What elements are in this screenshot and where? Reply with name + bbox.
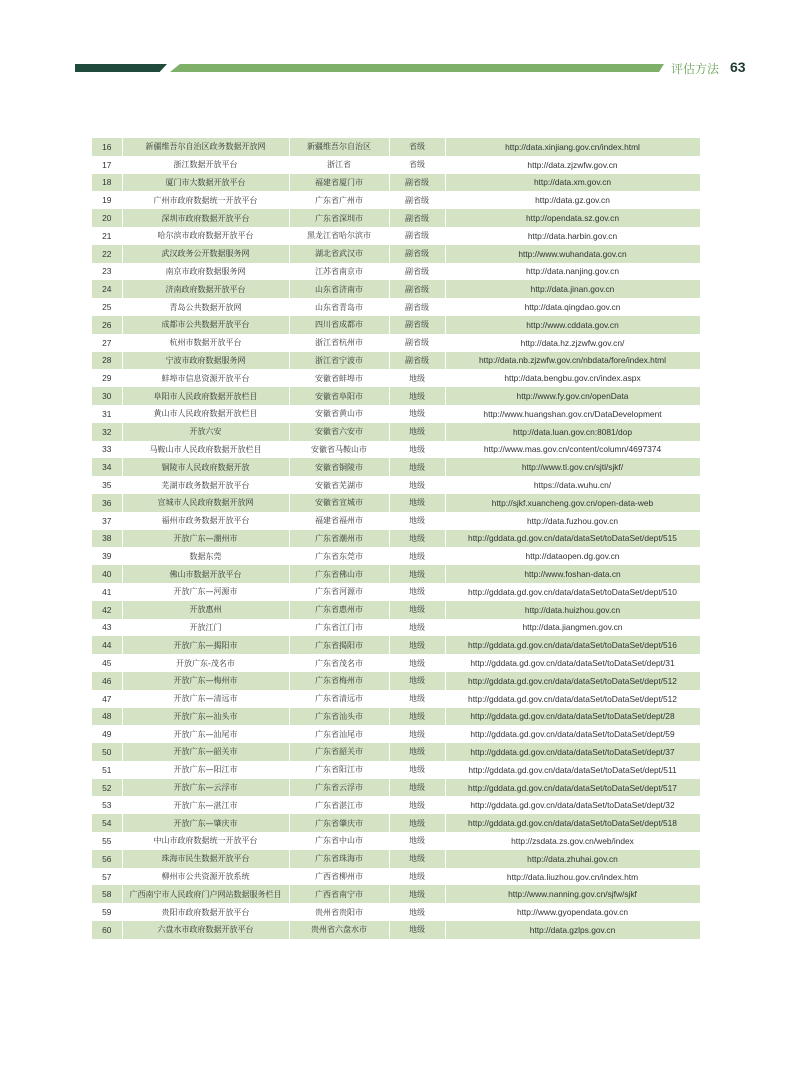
platform-name: 开放广东—汕尾市: [122, 725, 289, 743]
platform-url: http://www.huangshan.gov.cn/DataDevelopment: [445, 405, 700, 423]
row-number: 31: [92, 405, 122, 423]
table-row: [92, 316, 700, 334]
table-row: [92, 796, 700, 814]
region: 浙江省杭州市: [289, 334, 389, 352]
platform-url: http://gddata.gd.gov.cn/data/dataSet/toDataSet/dept/515: [445, 530, 700, 548]
platform-url: http://www.cddata.gov.cn: [445, 316, 700, 334]
admin-level: 地级: [389, 369, 445, 387]
admin-level: 副省级: [389, 298, 445, 316]
region: 新疆维吾尔自治区: [289, 138, 389, 156]
region: 安徽省宣城市: [289, 494, 389, 512]
admin-level: 地级: [389, 601, 445, 619]
table-row: [92, 583, 700, 601]
admin-level: 地级: [389, 690, 445, 708]
region: 广西省南宁市: [289, 885, 389, 903]
row-number: 58: [92, 885, 122, 903]
platform-url: http://gddata.gd.gov.cn/data/dataSet/toDataSet/dept/512: [445, 690, 700, 708]
region: 广东省韶关市: [289, 743, 389, 761]
table-row: [92, 850, 700, 868]
table-row: [92, 334, 700, 352]
row-number: 35: [92, 476, 122, 494]
region: 山东省青岛市: [289, 298, 389, 316]
platform-name: 开放广东-茂名市: [122, 654, 289, 672]
platform-name: 铜陵市人民政府数据开放: [122, 458, 289, 476]
platform-name: 杭州市数据开放平台: [122, 334, 289, 352]
region: 安徽省六安市: [289, 423, 389, 441]
row-number: 48: [92, 708, 122, 726]
table-row: [92, 441, 700, 459]
region: 湖北省武汉市: [289, 245, 389, 263]
admin-level: 地级: [389, 725, 445, 743]
header-bar-green: [170, 64, 664, 72]
region: 广西省柳州市: [289, 868, 389, 886]
platform-url: http://data.jinan.gov.cn: [445, 280, 700, 298]
platform-url: http://gddata.gd.gov.cn/data/dataSet/toDataSet/dept/511: [445, 761, 700, 779]
row-number: 24: [92, 280, 122, 298]
admin-level: 地级: [389, 743, 445, 761]
row-number: 21: [92, 227, 122, 245]
platform-name: 深圳市政府数据开放平台: [122, 209, 289, 227]
region: 广东省东莞市: [289, 547, 389, 565]
platform-name: 贵阳市政府数据开放平台: [122, 903, 289, 921]
platform-name: 开放广东—汕头市: [122, 708, 289, 726]
platform-name: 青岛公共数据开放网: [122, 298, 289, 316]
admin-level: 副省级: [389, 263, 445, 281]
region: 广东省肇庆市: [289, 814, 389, 832]
region: 安徽省蚌埠市: [289, 369, 389, 387]
platform-url: http://data.zhuhai.gov.cn: [445, 850, 700, 868]
table-row: [92, 619, 700, 637]
row-number: 53: [92, 796, 122, 814]
region: 浙江省宁波市: [289, 352, 389, 370]
region: 贵州省六盘水市: [289, 921, 389, 939]
table-row: [92, 530, 700, 548]
table-row: [92, 654, 700, 672]
row-number: 19: [92, 191, 122, 209]
table-row: [92, 672, 700, 690]
admin-level: 副省级: [389, 174, 445, 192]
table-row: [92, 227, 700, 245]
row-number: 52: [92, 779, 122, 797]
admin-level: 地级: [389, 850, 445, 868]
row-number: 56: [92, 850, 122, 868]
admin-level: 地级: [389, 708, 445, 726]
platform-name: 成都市公共数据开放平台: [122, 316, 289, 334]
platform-url: http://data.fuzhou.gov.cn: [445, 512, 700, 530]
platform-url: http://data.nanjing.gov.cn: [445, 263, 700, 281]
platform-url: http://data.jiangmen.gov.cn: [445, 619, 700, 637]
table-row: [92, 636, 700, 654]
table-row: [92, 725, 700, 743]
admin-level: 地级: [389, 779, 445, 797]
row-number: 60: [92, 921, 122, 939]
platform-name: 六盘水市政府数据开放平台: [122, 921, 289, 939]
region: 广东省惠州市: [289, 601, 389, 619]
admin-level: 地级: [389, 654, 445, 672]
platform-url: http://opendata.sz.gov.cn: [445, 209, 700, 227]
admin-level: 地级: [389, 672, 445, 690]
platform-url: http://data.xm.gov.cn: [445, 174, 700, 192]
platform-url: http://zsdata.zs.gov.cn/web/index: [445, 832, 700, 850]
admin-level: 地级: [389, 761, 445, 779]
admin-level: 省级: [389, 156, 445, 174]
region: 广东省江门市: [289, 619, 389, 637]
admin-level: 副省级: [389, 209, 445, 227]
platform-url: http://gddata.gd.gov.cn/data/dataSet/toDataSet/dept/512: [445, 672, 700, 690]
table-row: [92, 547, 700, 565]
row-number: 18: [92, 174, 122, 192]
platform-name: 武汉政务公开数据服务网: [122, 245, 289, 263]
region: 广东省珠海市: [289, 850, 389, 868]
platform-url: http://data.hz.zjzwfw.gov.cn/: [445, 334, 700, 352]
row-number: 54: [92, 814, 122, 832]
platform-name: 宁波市政府数据服务网: [122, 352, 289, 370]
table-row: [92, 814, 700, 832]
admin-level: 地级: [389, 796, 445, 814]
row-number: 51: [92, 761, 122, 779]
table-body: [92, 138, 700, 939]
admin-level: 副省级: [389, 191, 445, 209]
row-number: 55: [92, 832, 122, 850]
admin-level: 地级: [389, 512, 445, 530]
admin-level: 地级: [389, 583, 445, 601]
admin-level: 副省级: [389, 316, 445, 334]
region: 江苏省南京市: [289, 263, 389, 281]
platform-url: http://gddata.gd.gov.cn/data/dataSet/toDataSet/dept/31: [445, 654, 700, 672]
platform-name: 马鞍山市人民政府数据开放栏目: [122, 441, 289, 459]
table-row: [92, 387, 700, 405]
table-row: [92, 779, 700, 797]
platform-name: 哈尔滨市政府数据开放平台: [122, 227, 289, 245]
admin-level: 地级: [389, 868, 445, 886]
table-row: [92, 832, 700, 850]
platform-name: 广州市政府数据统一开放平台: [122, 191, 289, 209]
platform-url: http://gddata.gd.gov.cn/data/dataSet/toDataSet/dept/59: [445, 725, 700, 743]
platform-url: http://dataopen.dg.gov.cn: [445, 547, 700, 565]
platform-name: 佛山市数据开放平台: [122, 565, 289, 583]
platform-url: http://gddata.gd.gov.cn/data/dataSet/toDataSet/dept/37: [445, 743, 700, 761]
region: 山东省济南市: [289, 280, 389, 298]
platform-name: 济南政府数据开放平台: [122, 280, 289, 298]
platform-name: 开放广东—云浮市: [122, 779, 289, 797]
platform-name: 厦门市大数据开放平台: [122, 174, 289, 192]
region: 广东省湛江市: [289, 796, 389, 814]
admin-level: 副省级: [389, 227, 445, 245]
row-number: 47: [92, 690, 122, 708]
table-row: [92, 476, 700, 494]
table-row: [92, 138, 700, 156]
admin-level: 地级: [389, 903, 445, 921]
platform-url: http://data.bengbu.gov.cn/index.aspx: [445, 369, 700, 387]
platform-url: http://www.mas.gov.cn/content/column/4697374: [445, 441, 700, 459]
row-number: 25: [92, 298, 122, 316]
row-number: 27: [92, 334, 122, 352]
region: 福建省福州市: [289, 512, 389, 530]
row-number: 23: [92, 263, 122, 281]
platform-url: http://data.nb.zjzwfw.gov.cn/nbdata/fore/index.html: [445, 352, 700, 370]
admin-level: 地级: [389, 530, 445, 548]
table-row: [92, 565, 700, 583]
row-number: 50: [92, 743, 122, 761]
table-row: [92, 761, 700, 779]
region: 广东省汕头市: [289, 708, 389, 726]
table-row: [92, 458, 700, 476]
row-number: 41: [92, 583, 122, 601]
region: 安徽省马鞍山市: [289, 441, 389, 459]
platform-url: http://data.huizhou.gov.cn: [445, 601, 700, 619]
admin-level: 地级: [389, 423, 445, 441]
admin-level: 地级: [389, 547, 445, 565]
row-number: 59: [92, 903, 122, 921]
table-row: [92, 512, 700, 530]
platform-name: 开放广东—肇庆市: [122, 814, 289, 832]
platform-name: 珠海市民生数据开放平台: [122, 850, 289, 868]
region: 四川省成都市: [289, 316, 389, 334]
platform-name: 开放广东—梅州市: [122, 672, 289, 690]
region: 黑龙江省哈尔滨市: [289, 227, 389, 245]
platform-name: 开放广东—韶关市: [122, 743, 289, 761]
platform-name: 浙江数据开放平台: [122, 156, 289, 174]
row-number: 30: [92, 387, 122, 405]
region: 广东省汕尾市: [289, 725, 389, 743]
region: 广东省河源市: [289, 583, 389, 601]
platform-url: http://gddata.gd.gov.cn/data/dataSet/toDataSet/dept/510: [445, 583, 700, 601]
platform-name: 开放广东—河源市: [122, 583, 289, 601]
admin-level: 地级: [389, 494, 445, 512]
region: 浙江省: [289, 156, 389, 174]
admin-level: 地级: [389, 619, 445, 637]
platform-url: http://data.gzlps.gov.cn: [445, 921, 700, 939]
platform-name: 开放六安: [122, 423, 289, 441]
platform-url: http://data.qingdao.gov.cn: [445, 298, 700, 316]
table-row: [92, 868, 700, 886]
page-number: 63: [730, 59, 746, 75]
platform-name: 福州市政务数据开放平台: [122, 512, 289, 530]
table-row: [92, 885, 700, 903]
row-number: 46: [92, 672, 122, 690]
platform-name: 开放广东—湛江市: [122, 796, 289, 814]
platform-url: http://www.foshan-data.cn: [445, 565, 700, 583]
table-row: [92, 263, 700, 281]
region: 广东省深圳市: [289, 209, 389, 227]
region: 广东省佛山市: [289, 565, 389, 583]
platform-name: 中山市政府数据统一开放平台: [122, 832, 289, 850]
admin-level: 地级: [389, 814, 445, 832]
row-number: 34: [92, 458, 122, 476]
platform-name: 开放广东—阳江市: [122, 761, 289, 779]
row-number: 39: [92, 547, 122, 565]
platform-url: http://gddata.gd.gov.cn/data/dataSet/toDataSet/dept/518: [445, 814, 700, 832]
platform-name: 广西南宁市人民政府门户网站数据服务栏目: [122, 885, 289, 903]
region: 广东省潮州市: [289, 530, 389, 548]
platform-table: [92, 138, 701, 939]
platform-url: http://www.fy.gov.cn/openData: [445, 387, 700, 405]
table-row: [92, 209, 700, 227]
platform-url: http://data.liuzhou.gov.cn/index.htm: [445, 868, 700, 886]
region: 广东省云浮市: [289, 779, 389, 797]
platform-name: 宣城市人民政府数据开放网: [122, 494, 289, 512]
admin-level: 地级: [389, 921, 445, 939]
region: 贵州省贵阳市: [289, 903, 389, 921]
admin-level: 副省级: [389, 334, 445, 352]
row-number: 36: [92, 494, 122, 512]
table-row: [92, 369, 700, 387]
admin-level: 地级: [389, 405, 445, 423]
table-row: [92, 156, 700, 174]
admin-level: 地级: [389, 636, 445, 654]
platform-url: http://sjkf.xuancheng.gov.cn/open-data-web: [445, 494, 700, 512]
admin-level: 副省级: [389, 280, 445, 298]
row-number: 28: [92, 352, 122, 370]
platform-url: http://gddata.gd.gov.cn/data/dataSet/toDataSet/dept/517: [445, 779, 700, 797]
platform-url: http://data.luan.gov.cn:8081/dop: [445, 423, 700, 441]
region: 广东省中山市: [289, 832, 389, 850]
row-number: 45: [92, 654, 122, 672]
table-row: [92, 280, 700, 298]
region: 安徽省铜陵市: [289, 458, 389, 476]
platform-name: 南京市政府数据服务网: [122, 263, 289, 281]
table-row: [92, 174, 700, 192]
platform-url: http://www.gyopendata.gov.cn: [445, 903, 700, 921]
platform-name: 数据东莞: [122, 547, 289, 565]
platform-url: http://data.xinjiang.gov.cn/index.html: [445, 138, 700, 156]
row-number: 22: [92, 245, 122, 263]
platform-name: 开放惠州: [122, 601, 289, 619]
platform-name: 新疆维吾尔自治区政务数据开放网: [122, 138, 289, 156]
admin-level: 地级: [389, 387, 445, 405]
region: 广东省揭阳市: [289, 636, 389, 654]
platform-name: 阜阳市人民政府数据开放栏目: [122, 387, 289, 405]
admin-level: 地级: [389, 832, 445, 850]
platform-url: https://data.wuhu.cn/: [445, 476, 700, 494]
row-number: 20: [92, 209, 122, 227]
platform-url: http://www.wuhandata.gov.cn: [445, 245, 700, 263]
platform-url: http://data.harbin.gov.cn: [445, 227, 700, 245]
row-number: 44: [92, 636, 122, 654]
row-number: 42: [92, 601, 122, 619]
platform-url: http://gddata.gd.gov.cn/data/dataSet/toDataSet/dept/32: [445, 796, 700, 814]
row-number: 29: [92, 369, 122, 387]
section-title: 评估方法: [671, 62, 720, 76]
table-row: [92, 423, 700, 441]
admin-level: 地级: [389, 441, 445, 459]
platform-name: 芜湖市政务数据开放平台: [122, 476, 289, 494]
platform-name: 蚌埠市信息资源开放平台: [122, 369, 289, 387]
admin-level: 地级: [389, 458, 445, 476]
table-row: [92, 921, 700, 939]
admin-level: 地级: [389, 885, 445, 903]
row-number: 33: [92, 441, 122, 459]
region: 安徽省阜阳市: [289, 387, 389, 405]
row-number: 16: [92, 138, 122, 156]
platform-name: 开放广东—潮州市: [122, 530, 289, 548]
table-row: [92, 743, 700, 761]
platform-url: http://www.nanning.gov.cn/sjfw/sjkf: [445, 885, 700, 903]
admin-level: 副省级: [389, 352, 445, 370]
row-number: 17: [92, 156, 122, 174]
platform-url: http://data.gz.gov.cn: [445, 191, 700, 209]
header-bar-dark: [75, 64, 167, 72]
table-row: [92, 690, 700, 708]
platform-name: 柳州市公共资源开放系统: [122, 868, 289, 886]
table-row: [92, 903, 700, 921]
platform-name: 开放广东—清远市: [122, 690, 289, 708]
platform-url: http://gddata.gd.gov.cn/data/dataSet/toDataSet/dept/28: [445, 708, 700, 726]
table-row: [92, 708, 700, 726]
row-number: 43: [92, 619, 122, 637]
table-row: [92, 191, 700, 209]
region: 广东省茂名市: [289, 654, 389, 672]
region: 广东省阳江市: [289, 761, 389, 779]
table-row: [92, 298, 700, 316]
platform-url: http://gddata.gd.gov.cn/data/dataSet/toDataSet/dept/516: [445, 636, 700, 654]
row-number: 26: [92, 316, 122, 334]
admin-level: 地级: [389, 476, 445, 494]
row-number: 40: [92, 565, 122, 583]
table-row: [92, 405, 700, 423]
row-number: 37: [92, 512, 122, 530]
row-number: 32: [92, 423, 122, 441]
row-number: 49: [92, 725, 122, 743]
table-row: [92, 601, 700, 619]
region: 广东省清远市: [289, 690, 389, 708]
platform-name: 开放江门: [122, 619, 289, 637]
platform-url: http://data.zjzwfw.gov.cn: [445, 156, 700, 174]
platform-name: 开放广东—揭阳市: [122, 636, 289, 654]
region: 安徽省芜湖市: [289, 476, 389, 494]
row-number: 38: [92, 530, 122, 548]
admin-level: 地级: [389, 565, 445, 583]
table-row: [92, 352, 700, 370]
platform-url: http://www.tl.gov.cn/sjtl/sjkf/: [445, 458, 700, 476]
region: 广东省梅州市: [289, 672, 389, 690]
admin-level: 副省级: [389, 245, 445, 263]
region: 安徽省黄山市: [289, 405, 389, 423]
region: 广东省广州市: [289, 191, 389, 209]
platform-name: 黄山市人民政府数据开放栏目: [122, 405, 289, 423]
table-row: [92, 494, 700, 512]
region: 福建省厦门市: [289, 174, 389, 192]
admin-level: 省级: [389, 138, 445, 156]
row-number: 57: [92, 868, 122, 886]
table-row: [92, 245, 700, 263]
